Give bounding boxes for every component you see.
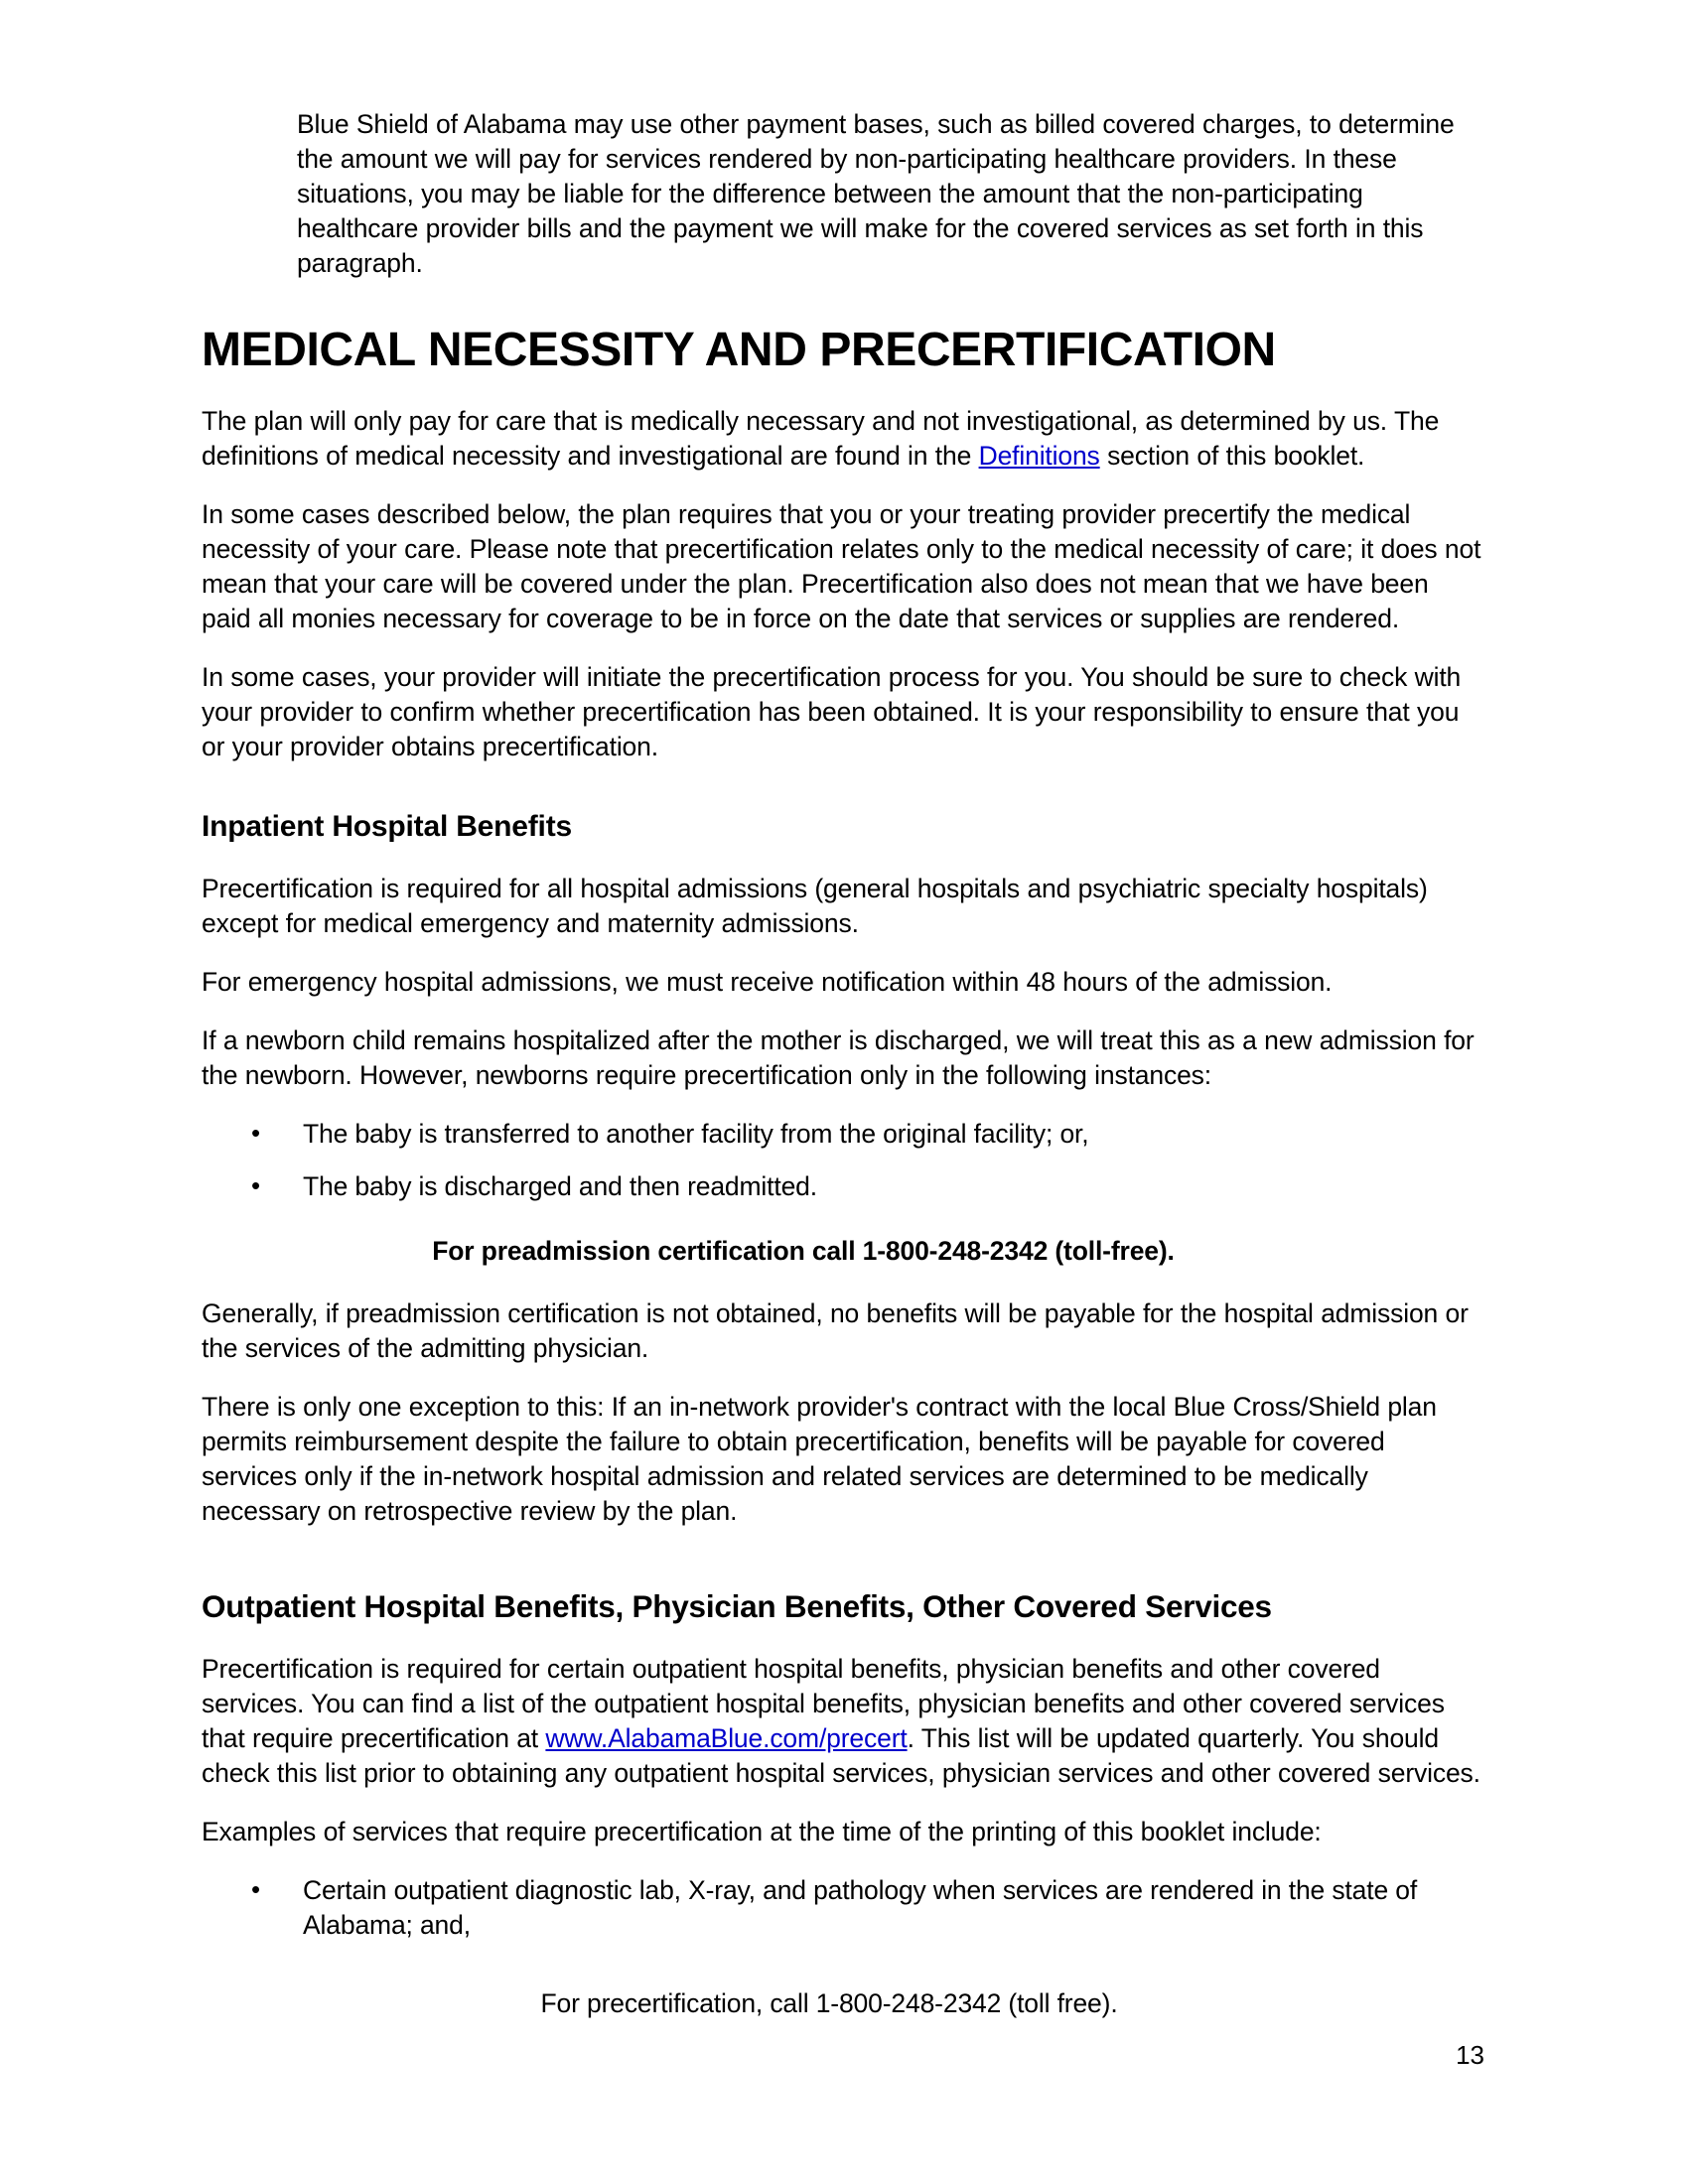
outpatient-paragraph-1 [202, 1652, 1484, 1791]
outpatient-paragraph-2: Examples of services that require precertification at the time of the printing of this booklet include: [202, 1817, 1322, 1846]
page-number: 13 [1456, 2040, 1484, 2070]
inpatient-paragraph-4: Generally, if preadmission certification is not obtained, no benefits will be payable for the hospital admission or the services of the admitting physician. [202, 1298, 1469, 1363]
section-heading-outpatient-hospital-benefits: Outpatient Hospital Benefits, Physician Benefits, Other Covered Services [202, 1588, 1272, 1624]
inpatient-paragraph-5: There is only one exception to this: If an in-network provider's contract with the local Blue Cross/Shield plan permits reimbursement despite the failure to obtain precertification, benefits will be payable for covered services only if the in-network hospital admission and related services are determined to be medically necessary on retrospective review by the plan. [202, 1392, 1437, 1526]
outpatient-bullet-list [202, 1873, 1484, 1943]
outpatient-paragraph-1-text-after: . This list will be updated quarterly. You should check this list prior to obtaining any outpatient hospital services, physician services and other covered services. [202, 1723, 1480, 1788]
page-content [202, 107, 1484, 2021]
overview-paragraph-3: In some cases, your provider will initiate the precertification process for you. You should be sure to check with your provider to confirm whether precertification has been obtained. It is your responsibility to ensure that you or your provider obtains precertification. [202, 662, 1462, 761]
list-item: • The baby is discharged and then readmitted. [202, 1169, 1484, 1204]
list-item: • The baby is transferred to another facility from the original facility; or, [202, 1117, 1484, 1152]
inpatient-paragraph-2: For emergency hospital admissions, we must receive notification within 48 hours of the admission. [202, 967, 1333, 997]
section-heading-inpatient-hospital-benefits: Inpatient Hospital Benefits [202, 810, 572, 843]
inpatient-paragraph-1: Precertification is required for all hospital admissions (general hospitals and psychiatric specialty hospitals) except for medical emergency and maternity admissions. [202, 874, 1428, 938]
page-title: MEDICAL NECESSITY AND PRECERTIFICATION [202, 324, 1276, 376]
outpatient-paragraph-1-text-before: Precertification is required for certain outpatient hospital benefits, physician benefits and other covered services. You can find a list of the outpatient hospital benefits, physician benefits and other covered services that require precertification at [202, 1654, 1445, 1753]
alabamablue-precert-link[interactable]: www.AlabamaBlue.com/precert [545, 1723, 908, 1753]
precertification-phone-callout: For precertification, call 1-800-248-2342 (toll free). [540, 1988, 1118, 2018]
list-item: • Certain outpatient diagnostic lab, X-ray, and pathology when services are rendered in the state of Alabama; and, [202, 1873, 1484, 1943]
preadmission-certification-callout: For preadmission certification call 1-800-248-2342 (toll-free). [432, 1236, 1175, 1266]
overview-paragraph-1-text-before: The plan will only pay for care that is medically necessary and not investigational, as determined by us. The definitions of medical necessity and investigational are found in the [202, 406, 1440, 471]
inpatient-bullet-list [202, 1117, 1484, 1204]
overview-paragraph-1 [202, 404, 1484, 474]
definitions-link[interactable]: Definitions [978, 441, 1100, 471]
intro-paragraph: Blue Shield of Alabama may use other payment bases, such as billed covered charges, to determine the amount we will pay for services rendered by non-participating healthcare providers. In these situations, you may be liable for the difference between the amount that the non-participating healthcare provider bills and the payment we will make for the covered services as set forth in this paragraph. [297, 109, 1455, 278]
overview-paragraph-1-text-after: section of this booklet. [1099, 441, 1365, 471]
inpatient-paragraph-3: If a newborn child remains hospitalized after the mother is discharged, we will treat this as a new admission for the newborn. However, newborns require precertification only in the following instances: [202, 1025, 1475, 1090]
overview-paragraph-2: In some cases described below, the plan requires that you or your treating provider precertify the medical necessity of your care. Please note that precertification relates only to the medical necessity of care; it does not mean that your care will be covered under the plan. Precertification also does not mean that we have been paid all monies necessary for coverage to be in force on the date that services or supplies are rendered. [202, 499, 1481, 633]
